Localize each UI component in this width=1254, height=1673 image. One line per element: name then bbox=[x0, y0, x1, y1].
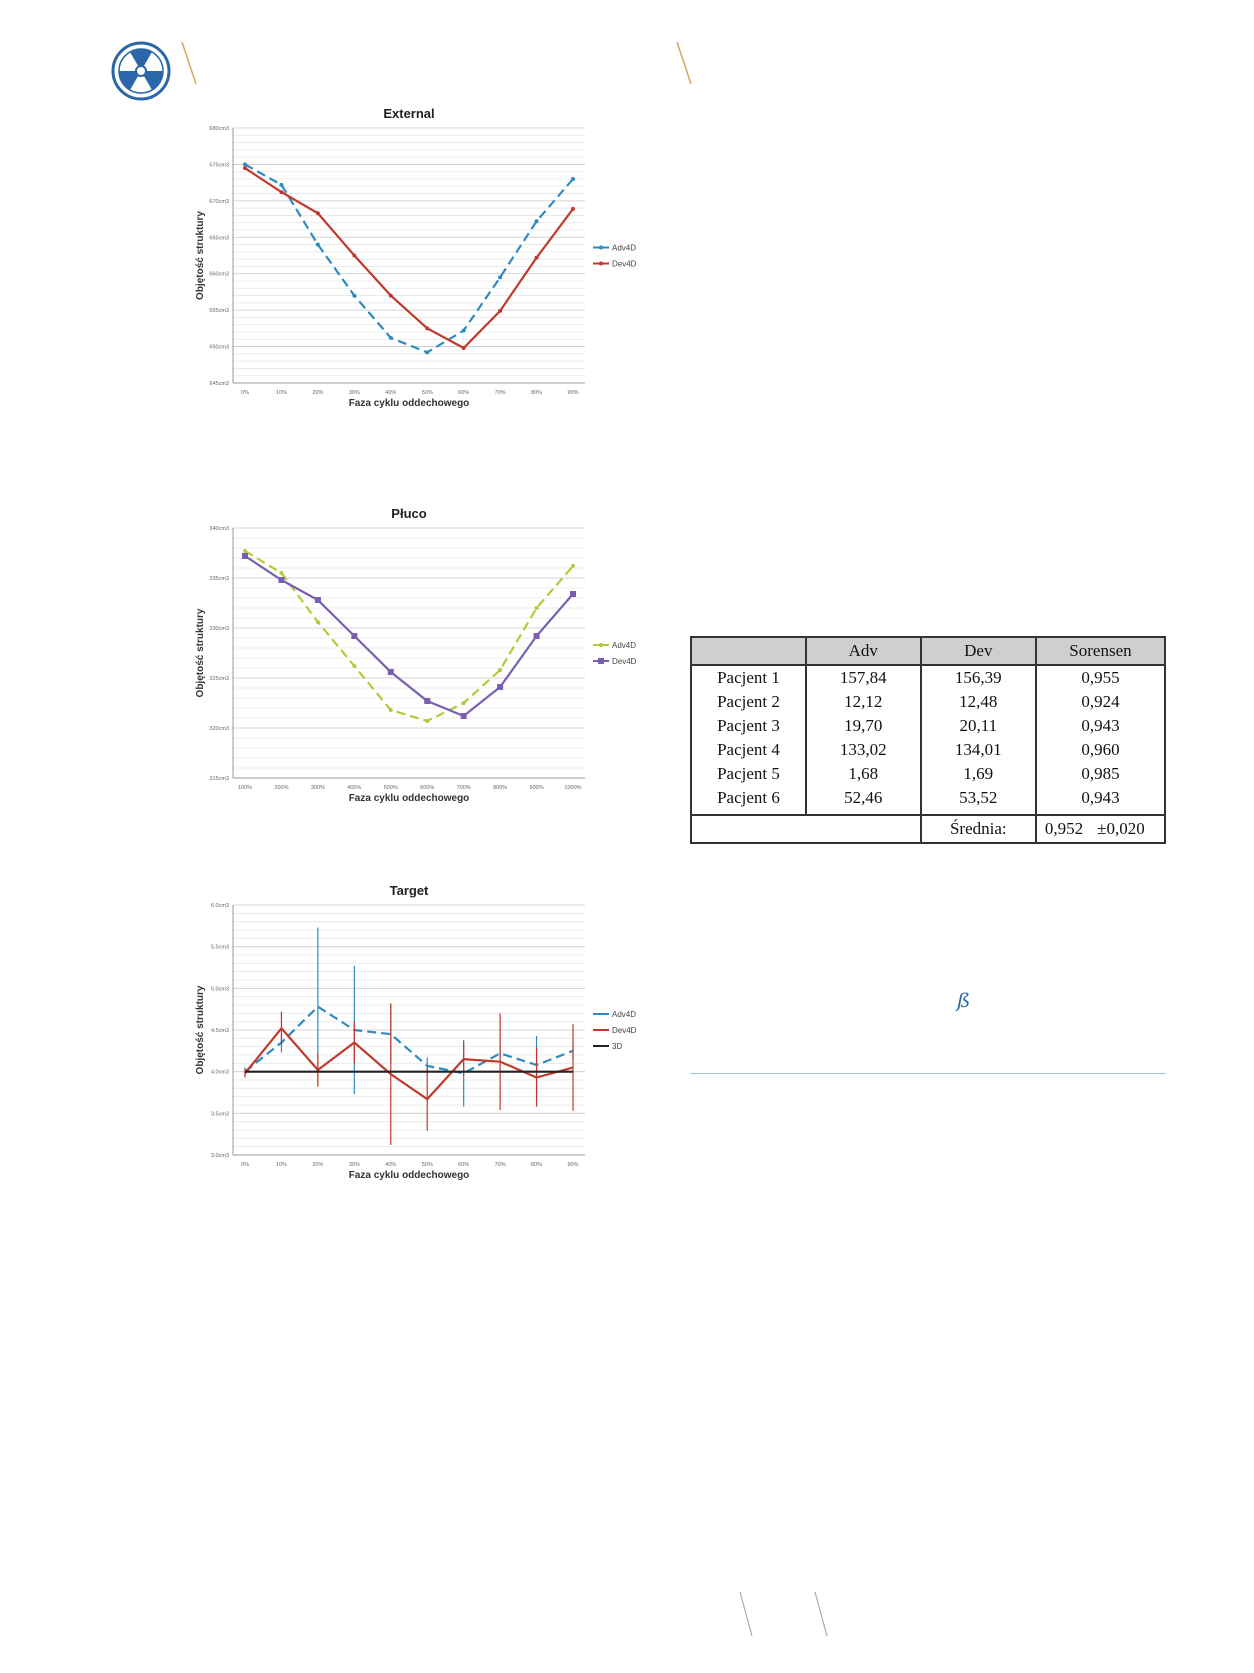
y-axis-label: Objętość struktury bbox=[195, 211, 206, 300]
data-point bbox=[352, 664, 356, 668]
series-line-adv4d bbox=[245, 551, 573, 721]
row-dev: 20,11 bbox=[921, 714, 1036, 738]
chart-target bbox=[195, 885, 675, 1195]
x-tick-label: 600% bbox=[420, 785, 435, 791]
x-tick-label: 90% bbox=[567, 390, 579, 396]
row-sorensen: 0,924 bbox=[1036, 690, 1165, 714]
chart-pluco bbox=[195, 508, 675, 818]
y-tick-label: 315cm3 bbox=[209, 776, 229, 782]
x-tick-label: 800% bbox=[493, 785, 508, 791]
data-point bbox=[571, 207, 575, 211]
mean-value: 0,952 bbox=[1044, 819, 1084, 838]
x-tick-label: 40% bbox=[385, 1162, 397, 1168]
y-tick-label: 340cm3 bbox=[209, 526, 229, 532]
row-adv: 157,84 bbox=[806, 665, 921, 690]
data-point bbox=[534, 633, 540, 639]
y-tick-label: 4.5cm3 bbox=[210, 1028, 229, 1034]
legend-marker bbox=[599, 246, 603, 250]
header-adv: Adv bbox=[806, 637, 921, 665]
data-point bbox=[535, 256, 539, 260]
row-label: Pacjent 2 bbox=[691, 690, 806, 714]
x-tick-label: 60% bbox=[458, 390, 470, 396]
data-point bbox=[243, 166, 247, 170]
data-point bbox=[389, 336, 393, 340]
data-point bbox=[279, 190, 283, 194]
row-label: Pacjent 5 bbox=[691, 762, 806, 786]
legend-marker bbox=[599, 262, 603, 266]
row-sorensen: 0,955 bbox=[1036, 665, 1165, 690]
x-tick-label: 1000% bbox=[564, 785, 582, 791]
data-point bbox=[498, 309, 502, 313]
x-tick-label: 80% bbox=[531, 390, 543, 396]
summary-empty bbox=[691, 815, 921, 843]
y-axis-label: Objętość struktury bbox=[195, 985, 206, 1075]
data-point bbox=[535, 219, 539, 223]
data-point bbox=[462, 346, 466, 350]
data-point bbox=[316, 211, 320, 215]
chart-title: Płuco bbox=[391, 506, 427, 521]
x-tick-label: 20% bbox=[312, 1162, 324, 1168]
data-point bbox=[425, 350, 429, 354]
x-tick-label: 50% bbox=[421, 1162, 433, 1168]
row-label: Pacjent 1 bbox=[691, 665, 806, 690]
row-sorensen: 0,960 bbox=[1036, 738, 1165, 762]
y-tick-label: 660cm3 bbox=[209, 271, 229, 278]
x-tick-label: 70% bbox=[494, 390, 506, 396]
data-point bbox=[315, 597, 321, 603]
legend-label: Adv4D bbox=[612, 243, 637, 253]
stray-glyph: ß bbox=[957, 988, 971, 1012]
data-point bbox=[279, 571, 283, 575]
row-dev: 156,39 bbox=[921, 665, 1036, 690]
y-tick-label: 670cm3 bbox=[209, 198, 229, 205]
x-tick-label: 30% bbox=[348, 1162, 360, 1168]
data-point bbox=[278, 577, 284, 583]
x-axis-label: Faza cyklu oddechowego bbox=[348, 398, 470, 409]
x-tick-label: 10% bbox=[275, 1162, 287, 1168]
data-point bbox=[425, 719, 429, 723]
data-point bbox=[243, 549, 247, 553]
decor-line-3 bbox=[738, 1590, 758, 1638]
y-tick-label: 330cm3 bbox=[209, 626, 229, 632]
legend-label: Dev4D bbox=[612, 657, 637, 666]
row-dev: 134,01 bbox=[921, 738, 1036, 762]
mean-label: Średnia: bbox=[921, 815, 1036, 843]
y-tick-label: 5.0cm3 bbox=[210, 986, 229, 993]
decor-line-4 bbox=[813, 1590, 833, 1638]
data-point bbox=[389, 708, 393, 712]
table-row bbox=[691, 690, 1165, 714]
row-sorensen: 0,985 bbox=[1036, 762, 1165, 786]
y-tick-label: 320cm3 bbox=[209, 726, 229, 732]
y-tick-label: 325cm3 bbox=[209, 676, 229, 682]
volume-table bbox=[690, 636, 1166, 841]
data-point bbox=[424, 698, 430, 704]
x-tick-label: 90% bbox=[567, 1162, 579, 1168]
x-tick-label: 700% bbox=[456, 785, 471, 791]
row-dev: 1,69 bbox=[921, 762, 1036, 786]
row-adv: 1,68 bbox=[806, 762, 921, 786]
row-dev: 53,52 bbox=[921, 786, 1036, 815]
x-tick-label: 70% bbox=[494, 1162, 506, 1168]
y-axis-label: Objętość struktury bbox=[195, 608, 206, 698]
y-tick-label: 680cm3 bbox=[209, 126, 229, 132]
table-row bbox=[691, 786, 1165, 815]
legend-marker bbox=[599, 643, 603, 647]
data-point bbox=[497, 684, 503, 690]
header-sorensen: Sorensen bbox=[1036, 637, 1165, 665]
y-tick-label: 645cm3 bbox=[209, 381, 229, 387]
x-tick-label: 60% bbox=[458, 1162, 470, 1168]
data-point bbox=[352, 294, 356, 298]
series-line-adv4d bbox=[245, 164, 573, 352]
row-label: Pacjent 3 bbox=[691, 714, 806, 738]
table-summary-row bbox=[691, 815, 1165, 843]
data-point bbox=[535, 606, 539, 610]
data-point bbox=[571, 177, 575, 181]
series-line-dev4d bbox=[245, 168, 573, 348]
data-point bbox=[351, 633, 357, 639]
data-point bbox=[388, 669, 394, 675]
x-tick-label: 500% bbox=[383, 785, 398, 791]
radiation-shield-logo-icon bbox=[110, 40, 172, 102]
x-tick-label: 80% bbox=[531, 1162, 543, 1168]
data-point bbox=[498, 668, 502, 672]
data-point bbox=[462, 701, 466, 705]
data-point bbox=[389, 294, 393, 298]
x-tick-label: 20% bbox=[312, 390, 324, 396]
decor-line-1 bbox=[180, 40, 200, 86]
legend-marker bbox=[598, 658, 604, 664]
table-row bbox=[691, 762, 1165, 786]
x-tick-label: 100% bbox=[237, 785, 253, 791]
header-empty bbox=[691, 637, 806, 665]
x-tick-label: 10% bbox=[275, 390, 287, 396]
legend-label: Adv4D bbox=[612, 641, 637, 650]
table-row bbox=[691, 738, 1165, 762]
series-line-dev4d bbox=[245, 556, 573, 716]
row-sorensen: 0,943 bbox=[1036, 714, 1165, 738]
y-tick-label: 3.5cm3 bbox=[210, 1111, 229, 1118]
data-point bbox=[570, 591, 576, 597]
legend-label: Dev4D bbox=[612, 259, 637, 269]
row-sorensen: 0,943 bbox=[1036, 786, 1165, 815]
x-tick-label: 400% bbox=[347, 785, 362, 791]
table-header-row bbox=[691, 637, 1165, 665]
y-tick-label: 3.0cm3 bbox=[210, 1153, 229, 1159]
y-tick-label: 335cm3 bbox=[209, 576, 229, 582]
x-tick-label: 40% bbox=[385, 390, 397, 396]
chart-pluco-svg bbox=[195, 508, 675, 818]
x-tick-label: 300% bbox=[310, 785, 325, 791]
y-tick-label: 650cm3 bbox=[209, 344, 229, 351]
row-label: Pacjent 4 bbox=[691, 738, 806, 762]
data-point bbox=[242, 553, 248, 559]
x-tick-label: 200% bbox=[274, 785, 289, 791]
row-adv: 52,46 bbox=[806, 786, 921, 815]
x-tick-label: 30% bbox=[348, 390, 360, 396]
data-point bbox=[425, 326, 429, 330]
data-point bbox=[279, 183, 283, 187]
y-tick-label: 6.0cm3 bbox=[210, 903, 229, 909]
legend-label: Dev4D bbox=[612, 1026, 637, 1035]
data-point bbox=[571, 564, 575, 568]
mean-sd: ±0,020 bbox=[1097, 819, 1145, 838]
chart-title: External bbox=[383, 106, 435, 121]
y-tick-label: 655cm3 bbox=[209, 308, 229, 315]
legend-label: 3D bbox=[612, 1042, 623, 1051]
separator-line bbox=[690, 1073, 1166, 1074]
x-axis-label: Faza cyklu oddechowego bbox=[348, 1170, 470, 1181]
row-adv: 133,02 bbox=[806, 738, 921, 762]
data-point bbox=[352, 254, 356, 258]
y-tick-label: 5.5cm3 bbox=[210, 944, 229, 951]
x-tick-label: 900% bbox=[529, 785, 544, 791]
mean-value-cell bbox=[1036, 815, 1165, 843]
data-point bbox=[316, 620, 320, 624]
chart-title: Target bbox=[389, 883, 429, 898]
row-dev: 12,48 bbox=[921, 690, 1036, 714]
chart-external bbox=[195, 108, 675, 423]
row-adv: 19,70 bbox=[806, 714, 921, 738]
x-tick-label: 0% bbox=[241, 390, 249, 396]
table-row bbox=[691, 665, 1165, 690]
data-point bbox=[461, 713, 467, 719]
data-point bbox=[498, 275, 502, 279]
x-tick-label: 0% bbox=[241, 1162, 249, 1168]
y-tick-label: 675cm3 bbox=[209, 162, 229, 169]
data-point bbox=[316, 243, 320, 247]
chart-external-svg bbox=[195, 108, 675, 423]
header-dev: Dev bbox=[921, 637, 1036, 665]
y-tick-label: 4.0cm3 bbox=[210, 1069, 229, 1076]
decor-line-2 bbox=[675, 40, 695, 86]
y-tick-label: 665cm3 bbox=[209, 235, 229, 242]
x-tick-label: 50% bbox=[421, 390, 433, 396]
data-point bbox=[243, 162, 247, 166]
table-row bbox=[691, 714, 1165, 738]
chart-target-svg bbox=[195, 885, 675, 1195]
data-point bbox=[462, 329, 466, 333]
row-label: Pacjent 6 bbox=[691, 786, 806, 815]
legend-label: Adv4D bbox=[612, 1010, 637, 1019]
x-axis-label: Faza cyklu oddechowego bbox=[348, 793, 470, 804]
row-adv: 12,12 bbox=[806, 690, 921, 714]
